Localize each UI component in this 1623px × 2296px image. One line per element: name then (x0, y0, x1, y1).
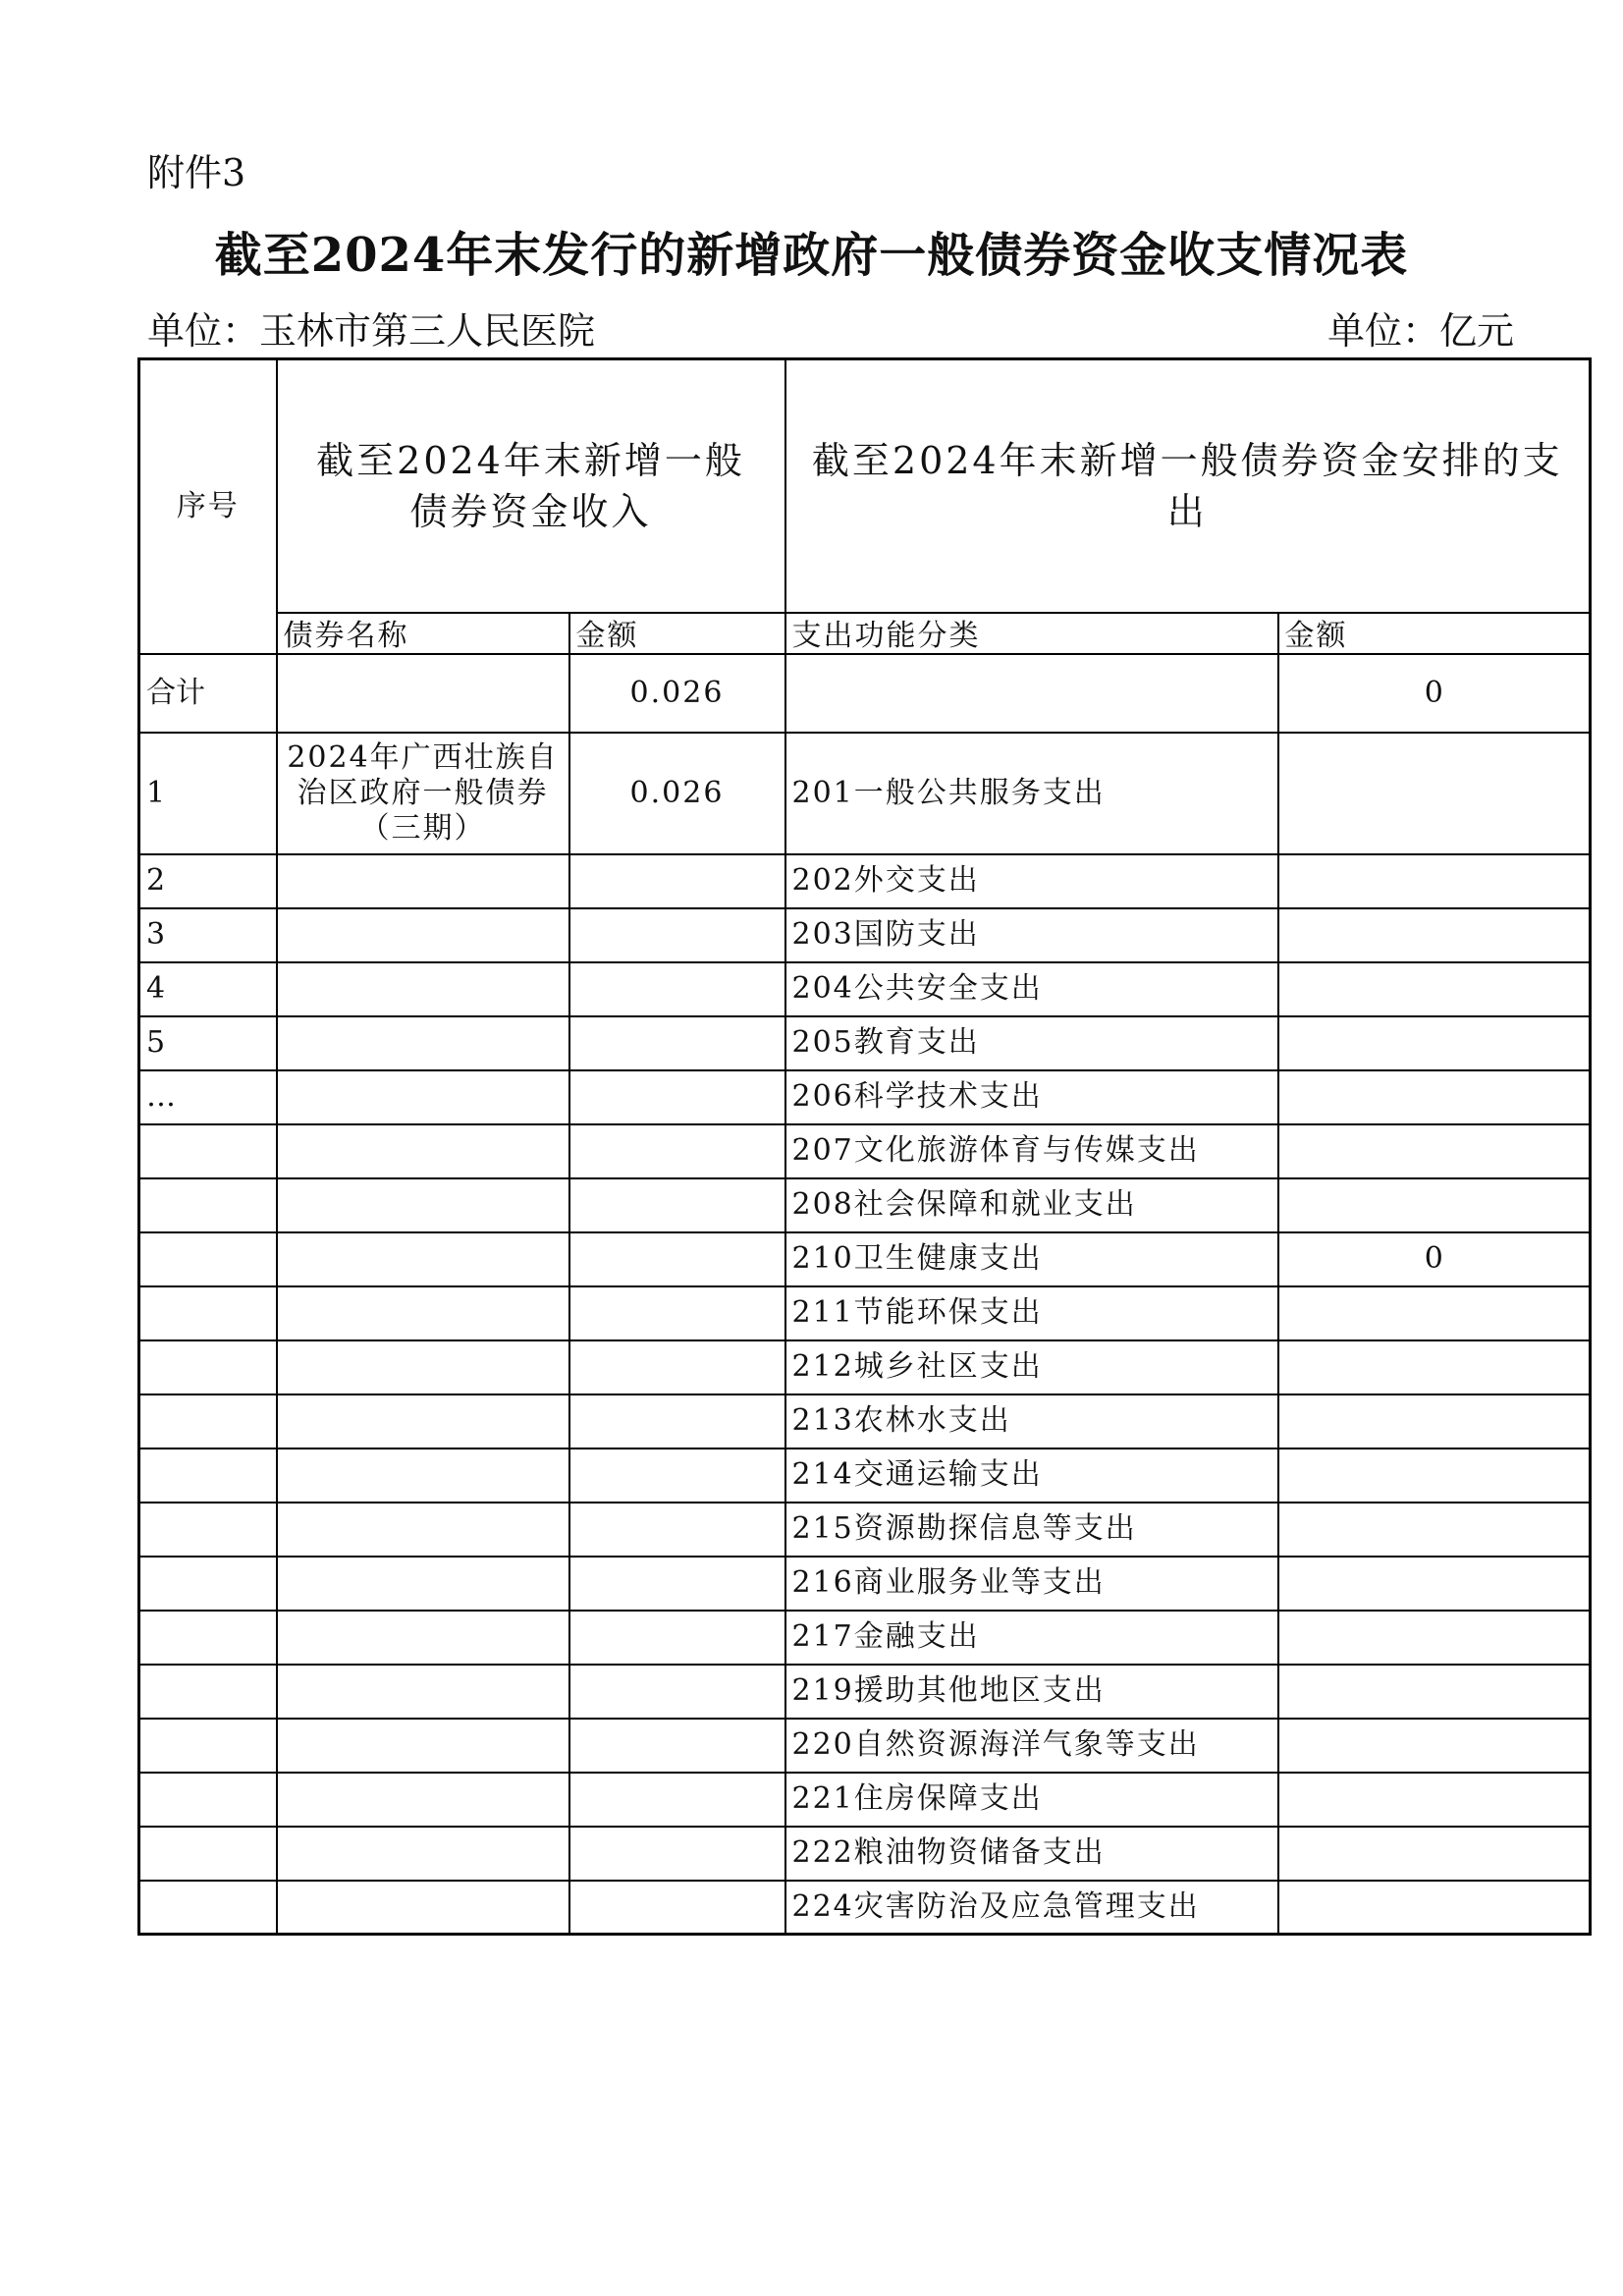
row-amount: 0.026 (569, 733, 785, 854)
row-amount (569, 1340, 785, 1394)
row-function: 211节能环保支出 (785, 1286, 1278, 1340)
row-bond-name (277, 1178, 569, 1232)
row-seq: 5 (139, 1016, 277, 1070)
row-function: 201一般公共服务支出 (785, 733, 1278, 854)
table-row (139, 733, 1591, 854)
row-seq (139, 1286, 277, 1340)
row-bond-name (277, 1394, 569, 1449)
table-row (139, 962, 1591, 1016)
table-row (139, 1665, 1591, 1719)
row-seq: … (139, 1070, 277, 1124)
row-amount (569, 1124, 785, 1178)
row-seq (139, 1394, 277, 1449)
row-amount (569, 962, 785, 1016)
row-amount-expense (1278, 1070, 1591, 1124)
row-amount-expense (1278, 1719, 1591, 1773)
row-amount-expense (1278, 854, 1591, 908)
header-bond-name: 债券名称 (277, 613, 569, 654)
row-amount (569, 1178, 785, 1232)
row-amount (569, 1665, 785, 1719)
row-seq: 4 (139, 962, 277, 1016)
row-bond-name (277, 1016, 569, 1070)
row-amount (569, 1232, 785, 1286)
table-row (139, 1503, 1591, 1557)
table-row (139, 1286, 1591, 1340)
row-function: 221住房保障支出 (785, 1773, 1278, 1827)
table-row (139, 1827, 1591, 1881)
page-title: 截至2024年末发行的新增政府一般债券资金收支情况表 (214, 228, 1409, 283)
total-amount: 0.026 (569, 654, 785, 733)
bond-income-expense-table (137, 357, 1592, 1936)
total-function (785, 654, 1278, 733)
header-amount-expense: 金额 (1278, 613, 1591, 654)
row-seq: 1 (139, 733, 277, 854)
table-row (139, 1719, 1591, 1773)
row-function: 216商业服务业等支出 (785, 1557, 1278, 1611)
row-function: 203国防支出 (785, 908, 1278, 962)
row-bond-name (277, 1124, 569, 1178)
row-seq: 3 (139, 908, 277, 962)
row-bond-name (277, 1719, 569, 1773)
table-row (139, 1611, 1591, 1665)
row-seq (139, 1124, 277, 1178)
row-amount-expense (1278, 1881, 1591, 1935)
table-row (139, 1340, 1591, 1394)
row-function: 207文化旅游体育与传媒支出 (785, 1124, 1278, 1178)
row-amount (569, 1503, 785, 1557)
row-amount (569, 1611, 785, 1665)
row-bond-name (277, 1070, 569, 1124)
row-function: 212城乡社区支出 (785, 1340, 1278, 1394)
row-seq (139, 1449, 277, 1503)
row-function: 210卫生健康支出 (785, 1232, 1278, 1286)
table-row (139, 1881, 1591, 1935)
row-bond-name (277, 1286, 569, 1340)
header-row-sub (139, 613, 1591, 654)
row-bond-name: 2024年广西壮族自治区政府一般债券（三期） (277, 733, 569, 854)
row-amount-expense (1278, 733, 1591, 854)
row-seq (139, 1557, 277, 1611)
row-amount (569, 1449, 785, 1503)
row-bond-name (277, 1827, 569, 1881)
row-function: 214交通运输支出 (785, 1449, 1278, 1503)
row-function: 208社会保障和就业支出 (785, 1178, 1278, 1232)
row-amount-expense (1278, 1449, 1591, 1503)
row-function: 215资源勘探信息等支出 (785, 1503, 1278, 1557)
table-row (139, 1178, 1591, 1232)
row-bond-name (277, 1232, 569, 1286)
header-expense: 截至2024年末新增一般债券资金安排的支出 (785, 359, 1591, 613)
row-amount (569, 1719, 785, 1773)
row-amount (569, 854, 785, 908)
table-row (139, 1773, 1591, 1827)
row-function: 224灾害防治及应急管理支出 (785, 1881, 1278, 1935)
unit-organization: 单位：玉林市第三人民医院 (147, 309, 596, 353)
table-row (139, 1232, 1591, 1286)
row-function: 213农林水支出 (785, 1394, 1278, 1449)
total-bond (277, 654, 569, 733)
row-amount-expense (1278, 1773, 1591, 1827)
row-function: 219援助其他地区支出 (785, 1665, 1278, 1719)
row-amount-expense (1278, 1178, 1591, 1232)
header-row-main (139, 359, 1591, 613)
row-function: 204公共安全支出 (785, 962, 1278, 1016)
row-function: 202外交支出 (785, 854, 1278, 908)
row-bond-name (277, 1503, 569, 1557)
row-amount (569, 1394, 785, 1449)
row-seq (139, 1773, 277, 1827)
row-amount-expense (1278, 1394, 1591, 1449)
row-seq: 2 (139, 854, 277, 908)
total-row (139, 654, 1591, 733)
table-row (139, 908, 1591, 962)
table-row (139, 1449, 1591, 1503)
row-bond-name (277, 1665, 569, 1719)
row-seq (139, 1827, 277, 1881)
row-seq (139, 1503, 277, 1557)
row-seq (139, 1665, 277, 1719)
row-bond-name (277, 908, 569, 962)
row-function: 217金融支出 (785, 1611, 1278, 1665)
row-bond-name (277, 1773, 569, 1827)
row-amount (569, 1827, 785, 1881)
row-amount (569, 1286, 785, 1340)
row-bond-name (277, 1340, 569, 1394)
row-amount (569, 908, 785, 962)
header-income: 截至2024年末新增一般债券资金收入 (277, 359, 785, 613)
row-amount (569, 1773, 785, 1827)
header-seq: 序号 (139, 359, 277, 654)
row-amount-expense (1278, 1827, 1591, 1881)
row-bond-name (277, 1881, 569, 1935)
row-function: 222粮油物资储备支出 (785, 1827, 1278, 1881)
row-amount-expense (1278, 1503, 1591, 1557)
row-bond-name (277, 962, 569, 1016)
row-amount-expense (1278, 1557, 1591, 1611)
row-amount-expense (1278, 1124, 1591, 1178)
table-row (139, 1016, 1591, 1070)
row-seq (139, 1881, 277, 1935)
row-amount-expense (1278, 1340, 1591, 1394)
row-seq (139, 1178, 277, 1232)
table-row (139, 1394, 1591, 1449)
header-function: 支出功能分类 (785, 613, 1278, 654)
unit-currency: 单位：亿元 (1327, 309, 1515, 353)
table-row (139, 1557, 1591, 1611)
table-row (139, 854, 1591, 908)
row-amount-expense (1278, 1611, 1591, 1665)
row-amount-expense (1278, 962, 1591, 1016)
row-amount (569, 1016, 785, 1070)
row-seq (139, 1340, 277, 1394)
row-bond-name (277, 1611, 569, 1665)
row-seq (139, 1719, 277, 1773)
row-bond-name (277, 854, 569, 908)
header-amount: 金额 (569, 613, 785, 654)
row-bond-name (277, 1557, 569, 1611)
table-row (139, 1124, 1591, 1178)
row-amount (569, 1557, 785, 1611)
total-label: 合计 (139, 654, 277, 733)
row-function: 205教育支出 (785, 1016, 1278, 1070)
row-amount-expense (1278, 1286, 1591, 1340)
row-seq (139, 1232, 277, 1286)
attachment-label: 附件3 (147, 151, 246, 194)
row-amount (569, 1881, 785, 1935)
row-amount-expense (1278, 1665, 1591, 1719)
row-bond-name (277, 1449, 569, 1503)
row-function: 220自然资源海洋气象等支出 (785, 1719, 1278, 1773)
total-amount-expense: 0 (1278, 654, 1591, 733)
row-amount-expense: 0 (1278, 1232, 1591, 1286)
row-amount-expense (1278, 908, 1591, 962)
row-function: 206科学技术支出 (785, 1070, 1278, 1124)
table-row (139, 1070, 1591, 1124)
row-amount (569, 1070, 785, 1124)
row-amount-expense (1278, 1016, 1591, 1070)
row-seq (139, 1611, 277, 1665)
